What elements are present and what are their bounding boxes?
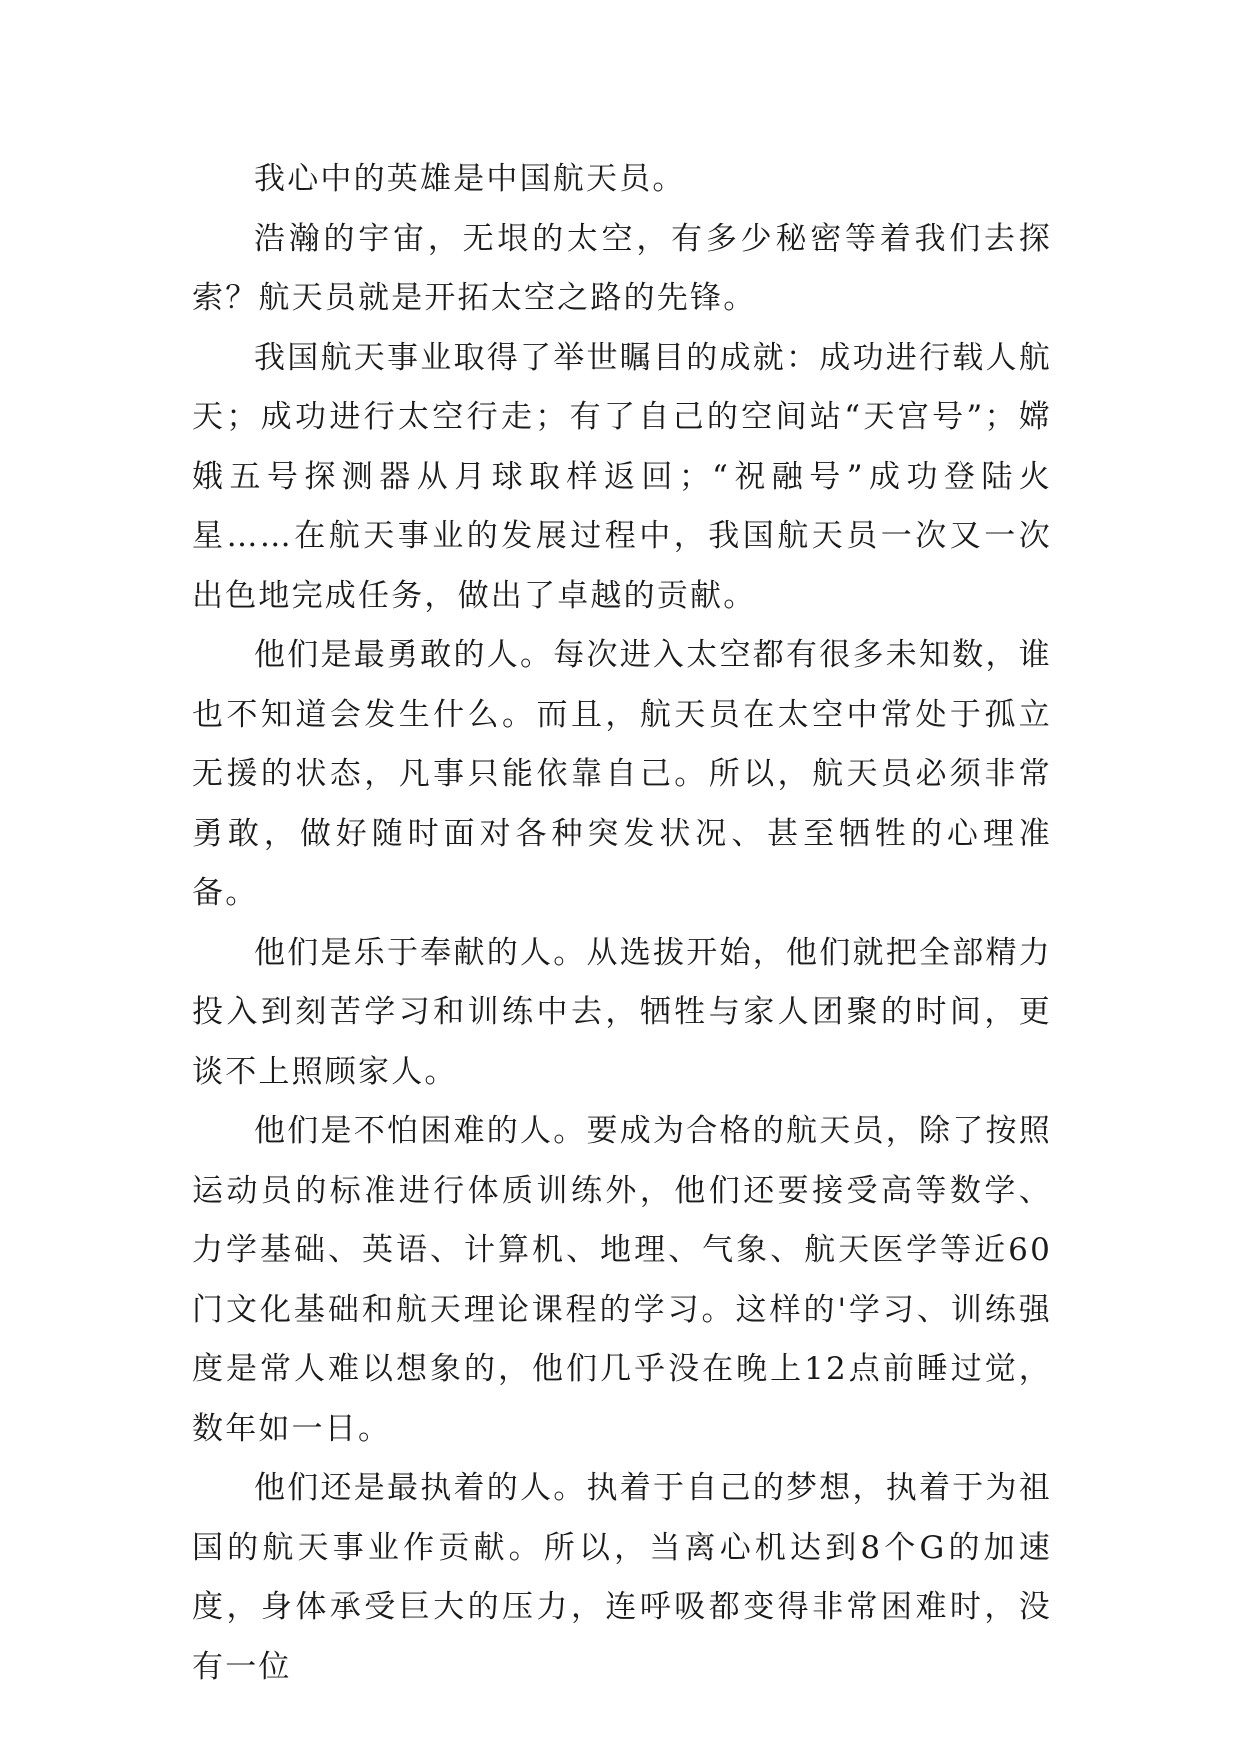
- paragraph-5: 他们是乐于奉献的人。从选拔开始，他们就把全部精力投入到刻苦学习和训练中去，牺牲与家人团聚的时间，更谈不上照顾家人。: [192, 934, 1052, 1090]
- paragraph-4: 他们是最勇敢的人。每次进入太空都有很多未知数，谁也不知道会发生什么。而且，航天员在太空中常处于孤立无援的状态，凡事只能依靠自己。所以，航天员必须非常勇敢，做好随时面对各种突发状况、甚至牺牲的心理准备。: [192, 637, 1052, 911]
- paragraph-6: 他们是不怕困难的人。要成为合格的航天员，除了按照运动员的标准进行体质训练外，他们还要接受高等数学、力学基础、英语、计算机、地理、气象、航天医学等近60门文化基础和航天理论课程的学习。这样的'学习、训练强度是常人难以想象的，他们几乎没在晚上12点前睡过觉，数年如一日。: [192, 1113, 1052, 1447]
- paragraph-2: 浩瀚的宇宙，无垠的太空，有多少秘密等着我们去探索？航天员就是开拓太空之路的先锋。: [192, 220, 1052, 316]
- document-body: [192, 150, 1052, 1697]
- paragraph-7: 他们还是最执着的人。执着于自己的梦想，执着于为祖国的航天事业作贡献。所以，当离心机达到8个G的加速度，身体承受巨大的压力，连呼吸都变得非常困难时，没有一位: [192, 1470, 1052, 1685]
- paragraph-3: 我国航天事业取得了举世瞩目的成就：成功进行载人航天；成功进行太空行走；有了自己的空间站“天宫号”；嫦娥五号探测器从月球取样返回；“祝融号”成功登陆火星……在航天事业的发展过程中，我国航天员一次又一次出色地完成任务，做出了卓越的贡献。: [192, 339, 1052, 614]
- paragraph-1: 我心中的英雄是中国航天员。: [254, 161, 686, 197]
